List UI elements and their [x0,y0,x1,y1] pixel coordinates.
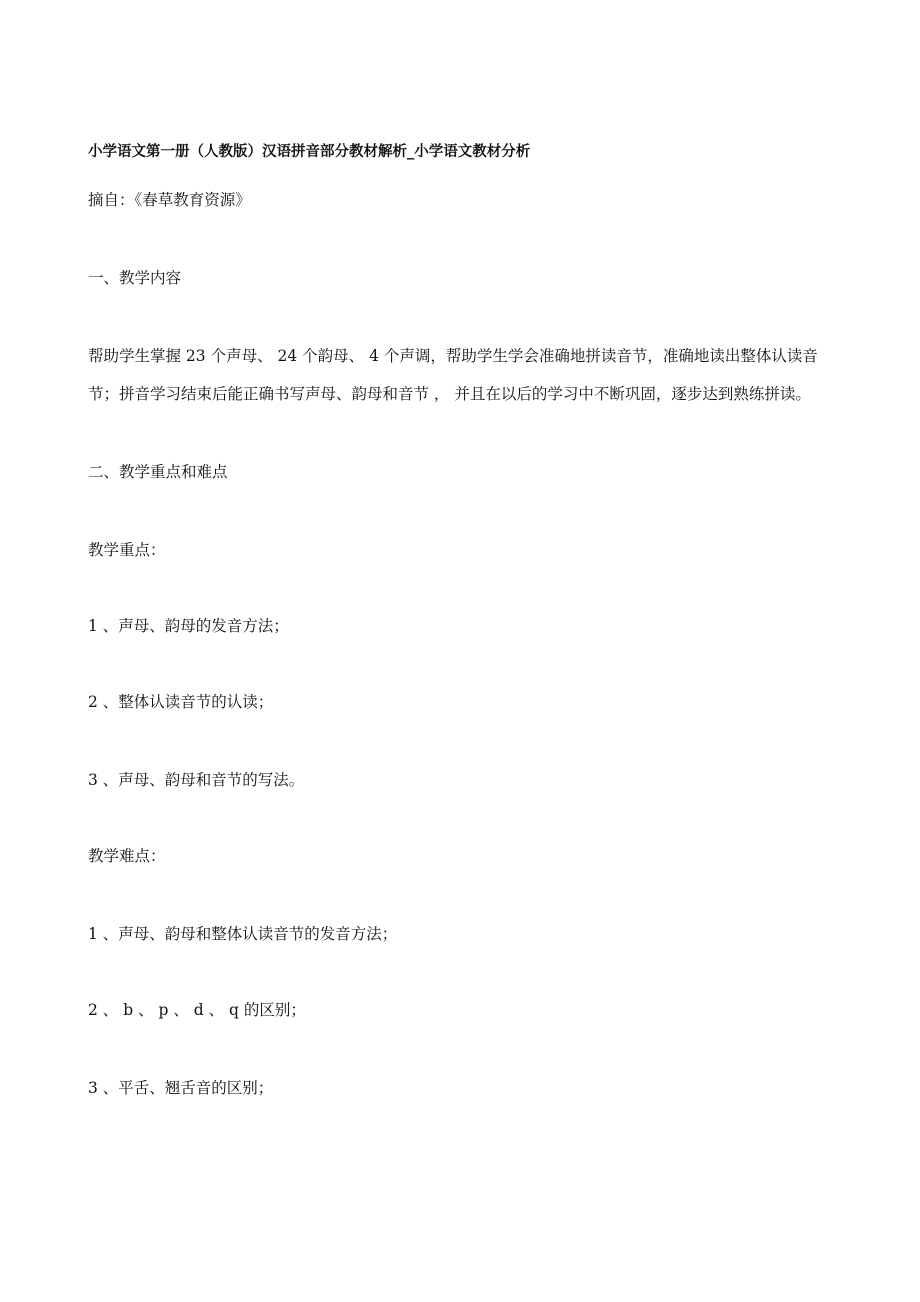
section1-heading: 一、教学内容 [88,269,182,287]
key-point-item: 2 、整体认读音节的认读； [88,693,274,711]
key-point-item: 3 、声母、韵母和音节的写法。 [88,771,305,789]
difficult-point-item: 3 、平舌、翘舌音的区别； [88,1079,274,1097]
difficult-point-item: 2 、 b 、 p 、 d 、 q 的区别； [88,1001,306,1019]
key-point-item: 1 、声母、韵母的发音方法； [88,617,289,635]
key-points-label: 教学重点： [88,541,166,559]
difficult-points-label: 教学难点： [88,847,166,865]
section1-body-line2: 节；拼音学习结束后能正确书写声母、韵母和音节 ， 并且在以后的学习中不断巩固，逐步达到熟练拼读。 [88,385,811,403]
document-title: 小学语文第一册（人教版）汉语拼音部分教材解析_小学语文教材分析 [88,143,531,160]
section1-body-line1: 帮助学生掌握 23 个声母、 24 个韵母、 4 个声调，帮助学生学会准确地拼读音节，准确地读出整体认读音 [88,347,818,365]
source-line: 摘自：《春草教育资源》 [88,191,251,209]
section2-heading: 二、教学重点和难点 [88,463,228,481]
difficult-point-item: 1 、声母、韵母和整体认读音节的发音方法； [88,925,398,943]
